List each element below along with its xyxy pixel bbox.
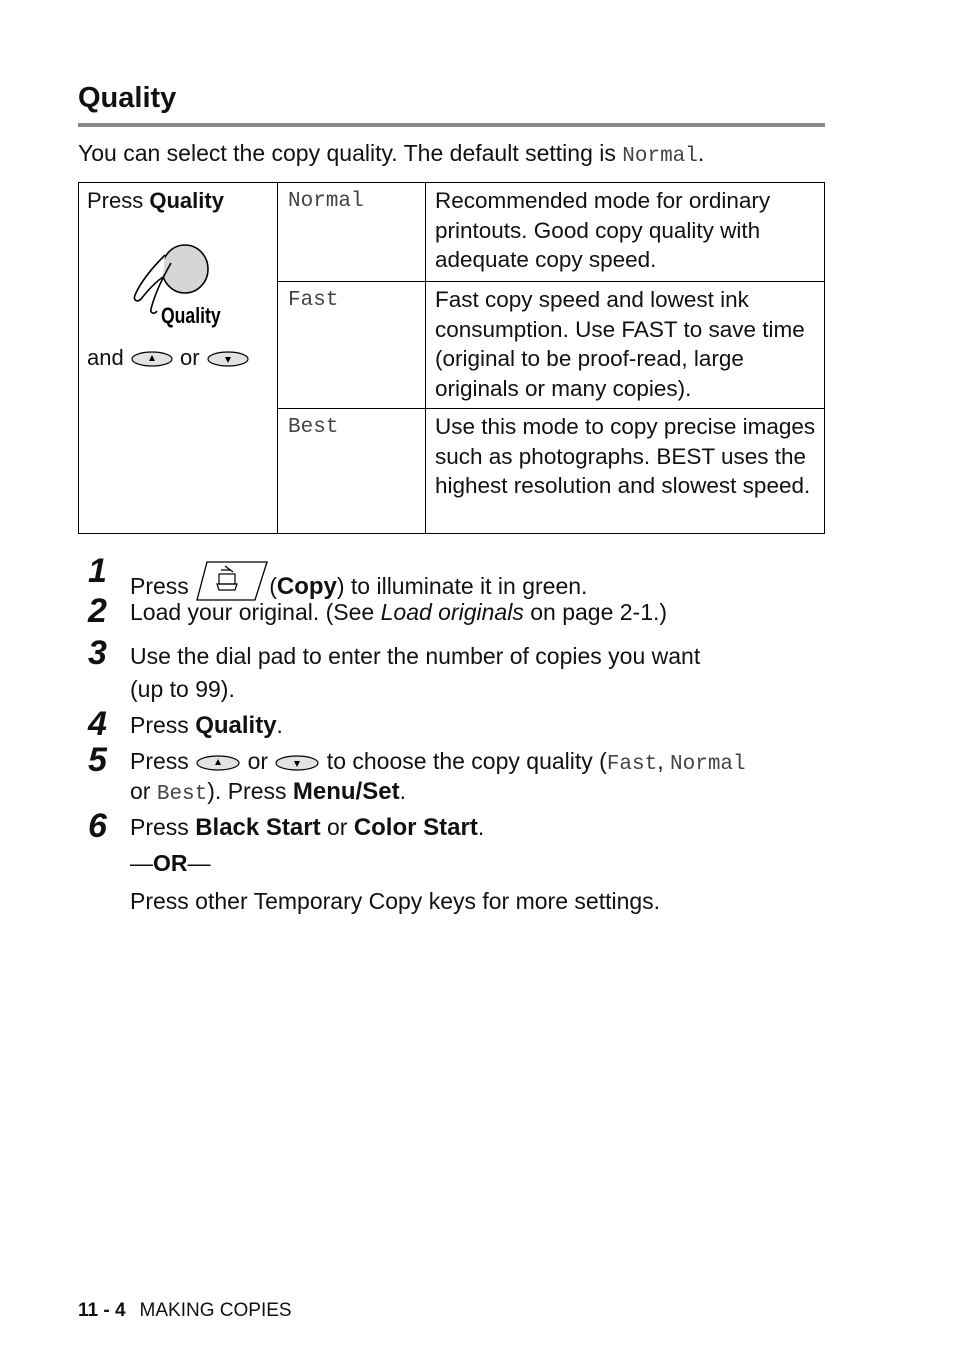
up-arrow-key-icon bbox=[195, 754, 241, 772]
step-text bbox=[130, 811, 484, 844]
quality-button-label: Quality bbox=[161, 304, 221, 329]
alternative-text: Press other Temporary Copy keys for more settings. bbox=[130, 888, 661, 914]
copy-key-name: Copy bbox=[276, 573, 337, 600]
intro-paragraph bbox=[78, 140, 704, 168]
step-text-line-2: (up to 99). bbox=[130, 676, 235, 702]
step-text-mid-2: ). Press bbox=[207, 778, 293, 804]
step-number: 1 bbox=[88, 552, 107, 590]
up-arrow-key-icon bbox=[130, 350, 174, 368]
step-text-line-2 bbox=[130, 775, 406, 811]
press-key-name: Quality bbox=[149, 188, 224, 213]
step-number: 6 bbox=[88, 807, 107, 845]
step-or: or bbox=[241, 748, 275, 774]
and-or-line bbox=[87, 345, 250, 371]
step-text-mid: to choose the copy quality ( bbox=[320, 748, 607, 774]
quality-table bbox=[78, 182, 825, 534]
step-or: or bbox=[320, 814, 354, 840]
quality-option: Fast bbox=[288, 289, 339, 312]
step-text-line-1: Use the dial pad to enter the number of copies you want bbox=[130, 643, 701, 669]
step-number: 2 bbox=[88, 592, 107, 630]
step-number: 4 bbox=[88, 705, 107, 743]
step-end: . bbox=[477, 814, 485, 840]
step-text-pre: Press bbox=[130, 573, 196, 599]
quality-description: Use this mode to copy precise images such as photographs. BEST uses the highest resolution and slowest speed. bbox=[435, 414, 816, 498]
cross-reference: Load originals bbox=[380, 599, 524, 625]
quality-button-icon bbox=[127, 241, 237, 331]
step-text-pre: Press bbox=[130, 712, 196, 738]
quality-description: Recommended mode for ordinary printouts. Good copy quality with adequate copy speed. bbox=[435, 188, 771, 272]
color-start-key-name: Color Start bbox=[353, 814, 478, 841]
step-text-post: ) to illuminate it in green. bbox=[336, 573, 588, 599]
option-best: Best bbox=[156, 783, 208, 806]
quality-option: Normal bbox=[288, 190, 364, 213]
step-text bbox=[130, 709, 283, 742]
or-dash-left: — bbox=[130, 850, 153, 876]
step-comma: , bbox=[657, 748, 671, 774]
quality-row-fast bbox=[278, 282, 824, 409]
step-text-pre: Press bbox=[130, 748, 196, 774]
step-text-open: ( bbox=[269, 573, 277, 599]
and-word: and bbox=[87, 345, 124, 370]
down-arrow-key-icon bbox=[206, 350, 250, 368]
intro-text: You can select the copy quality. The default setting is bbox=[78, 140, 623, 166]
step-text-post: on page 2-1.) bbox=[523, 599, 668, 625]
quality-description: Fast copy speed and lowest ink consumption. Use FAST to save time (original to be proof-read, large originals or many copies). bbox=[435, 287, 805, 401]
or-dash-right: — bbox=[187, 850, 211, 876]
step-text-post: . bbox=[276, 712, 283, 738]
quality-key-name: Quality bbox=[195, 712, 277, 739]
press-quality-line bbox=[87, 188, 224, 214]
step-text-pre: Load your original. (See bbox=[130, 599, 381, 625]
title-rule bbox=[78, 123, 825, 127]
menu-set-key-name: Menu/Set bbox=[292, 778, 400, 805]
chapter-title: MAKING COPIES bbox=[139, 1300, 292, 1321]
down-arrow-key-icon bbox=[274, 754, 320, 772]
intro-default-value: Normal bbox=[622, 145, 698, 168]
or-separator bbox=[130, 847, 211, 880]
or-word: or bbox=[179, 345, 200, 370]
step-number: 5 bbox=[88, 741, 107, 779]
quality-row-best bbox=[278, 409, 824, 533]
quality-row-normal bbox=[278, 183, 824, 282]
quality-option: Best bbox=[288, 416, 339, 439]
step-end: . bbox=[399, 778, 406, 804]
option-fast: Fast bbox=[606, 753, 658, 776]
or-word: OR bbox=[153, 850, 188, 876]
black-start-key-name: Black Start bbox=[195, 814, 321, 841]
page-footer bbox=[78, 1300, 292, 1322]
step-or-2: or bbox=[130, 778, 157, 804]
step-text-pre: Press bbox=[130, 814, 196, 840]
press-instruction-cell bbox=[79, 183, 278, 533]
intro-end: . bbox=[697, 140, 705, 166]
page-title: Quality bbox=[78, 82, 177, 114]
option-normal: Normal bbox=[670, 753, 746, 776]
page-number: 11 - 4 bbox=[78, 1300, 126, 1321]
press-word: Press bbox=[87, 188, 150, 213]
step-text bbox=[130, 596, 667, 629]
step-number: 3 bbox=[88, 634, 107, 672]
